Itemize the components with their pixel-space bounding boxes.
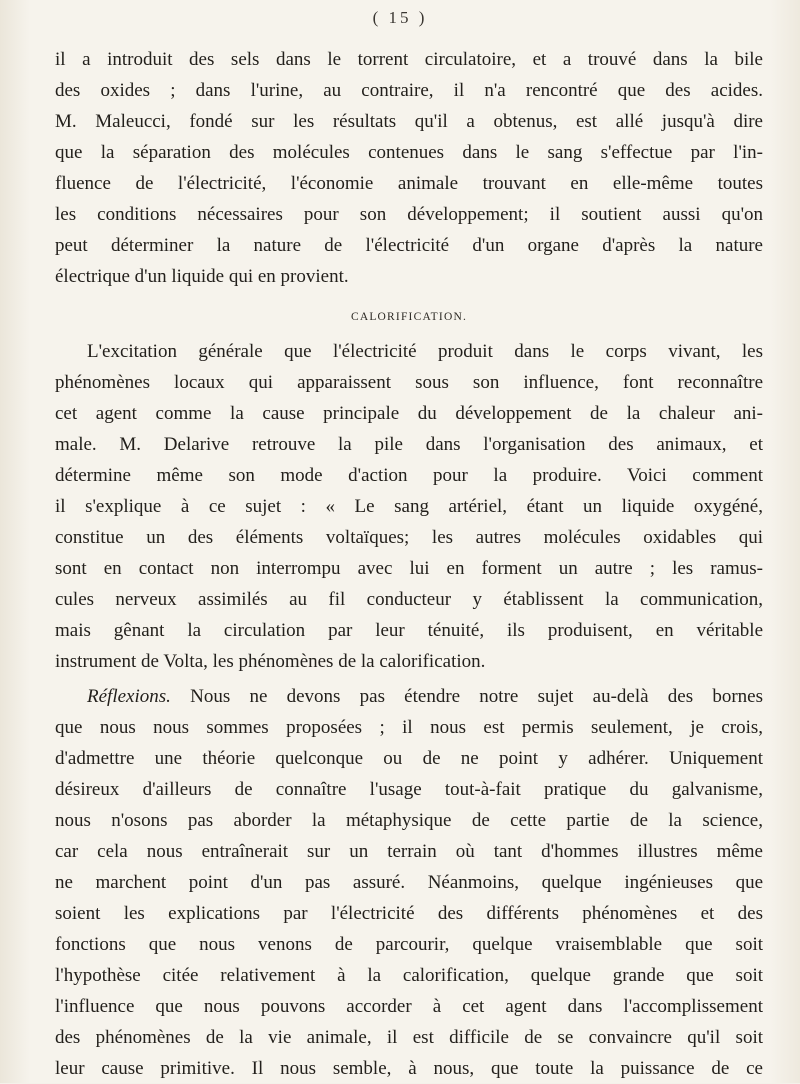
text-line: d'admettre une théorie quelconque ou de ne point y adhérer. Uniquement <box>55 748 763 769</box>
text-line: il s'explique à ce sujet : « Le sang artériel, étant un liquide oxygéné, <box>55 496 763 517</box>
section-heading: CALORIFICATION. <box>350 311 468 323</box>
text-line: soient les explications par l'électricité des différents phénomènes et des <box>55 903 763 924</box>
text-line: cet agent comme la cause principale du développement de la chaleur ani- <box>55 403 763 424</box>
text-line: nous n'osons pas aborder la métaphysique de cette partie de la science, <box>55 810 763 831</box>
text-line: les conditions nécessaires pour son développement; il soutient aussi qu'on <box>55 204 763 225</box>
text-line: phénomènes locaux qui apparaissent sous son influence, font reconnaître <box>55 372 763 393</box>
text-line: détermine même son mode d'action pour la produire. Voici comment <box>55 465 763 486</box>
text-line: male. M. Delarive retrouve la pile dans l'organisation des animaux, et <box>55 434 763 455</box>
text-line: il a introduit des sels dans le torrent circulatoire, et a trouvé dans la bile <box>55 49 763 70</box>
text-line: que la séparation des molécules contenues dans le sang s'effectue par l'in- <box>55 142 763 163</box>
paragraph-2 <box>55 336 763 677</box>
text-line: fluence de l'électricité, l'économie animale trouvant en elle-même toutes <box>55 173 763 194</box>
text-line: constitue un des éléments voltaïques; les autres molécules oxidables qui <box>55 527 763 548</box>
text-line: électrique d'un liquide qui en provient. <box>55 266 349 287</box>
text-line: M. Maleucci, fondé sur les résultats qu'il a obtenus, est allé jusqu'à dire <box>55 111 763 132</box>
text-line: des phénomènes de la vie animale, il est difficile de se convaincre qu'il soit <box>55 1027 763 1048</box>
text-line: désireux d'ailleurs de connaître l'usage tout-à-fait pratique du galvanisme, <box>55 779 763 800</box>
text-line: des oxides ; dans l'urine, au contraire, il n'a rencontré que des acides. <box>55 80 763 101</box>
paragraph-3 <box>55 681 763 1084</box>
text-line: cules nerveux assimilés au fil conducteur y établissent la communication, <box>55 589 763 610</box>
text-line: peut déterminer la nature de l'électricité d'un organe d'après la nature <box>55 235 763 256</box>
page-number: ( 15 ) <box>372 8 428 27</box>
text-line: leur cause primitive. Il nous semble, à nous, que toute la puissance de ce <box>55 1058 763 1079</box>
text-line: instrument de Volta, les phénomènes de la calorification. <box>55 651 486 672</box>
text-line: l'influence que nous pouvons accorder à cet agent dans l'accomplissement <box>55 996 763 1017</box>
text-line: mais gênant la circulation par leur ténuité, ils produisent, en véritable <box>55 620 763 641</box>
text-line: Réflexions. Nous ne devons pas étendre notre sujet au-delà des bornes <box>87 686 763 707</box>
text-line: l'hypothèse citée relativement à la calorification, quelque grande que soit <box>55 965 763 986</box>
text-line: ne marchent point d'un pas assuré. Néanmoins, quelque ingénieuses que <box>55 872 763 893</box>
text-line: car cela nous entraînerait sur un terrain où tant d'hommes illustres même <box>55 841 763 862</box>
text-line: L'excitation générale que l'électricité produit dans le corps vivant, les <box>87 341 763 362</box>
text-line: que nous nous sommes proposées ; il nous est permis seulement, je crois, <box>55 717 763 738</box>
reflexions-label: Réflexions. <box>87 686 171 707</box>
paragraph-1 <box>55 44 763 292</box>
page-body <box>55 44 763 1084</box>
text-line: fonctions que nous venons de parcourir, quelque vraisemblable que soit <box>55 934 763 955</box>
text-line: sont en contact non interrompu avec lui en forment un autre ; les ramus- <box>55 558 763 579</box>
